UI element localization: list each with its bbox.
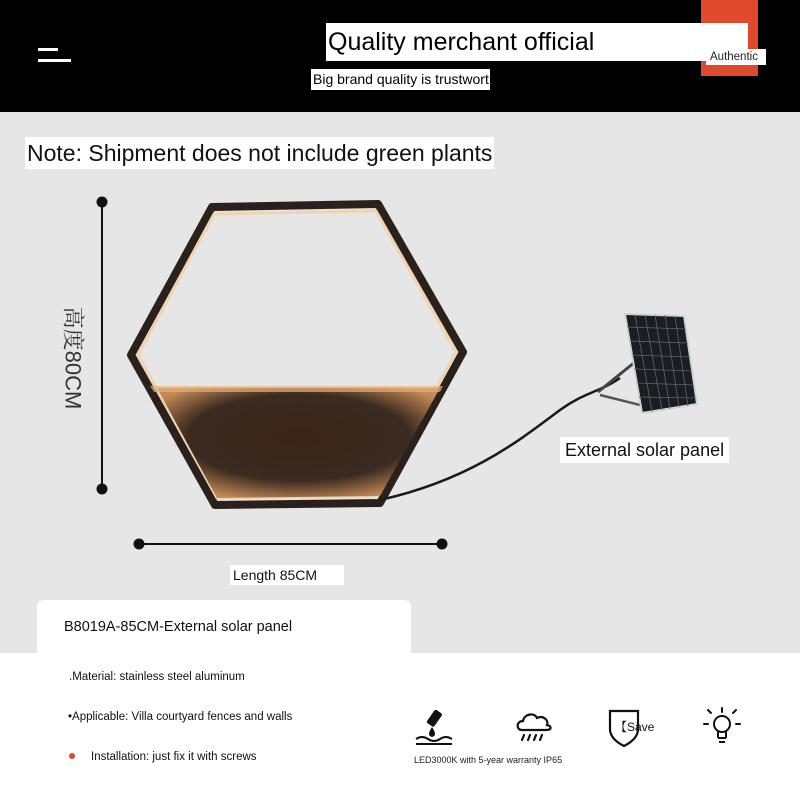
solar-panel-image <box>598 314 697 413</box>
solar-panel-label: External solar panel <box>560 437 729 463</box>
model-name: B8019A-85CM-External solar panel <box>64 619 293 635</box>
height-dimension-line <box>97 197 108 495</box>
page-subtitle: Big brand quality is trustwort <box>311 69 490 90</box>
spec-installation: Installation: just fix it with screws <box>91 751 257 763</box>
led-caption: LED3000K with 5-year warranty IP65 <box>414 755 563 765</box>
waterproof-icon <box>412 705 456 749</box>
light-bulb-icon <box>700 704 744 748</box>
spec-material: .Material: stainless steel aluminum <box>69 671 245 683</box>
page-title: Quality merchant official <box>326 23 748 61</box>
bullet-dot <box>69 753 75 759</box>
shipment-note: Note: Shipment does not include green plants <box>25 137 494 169</box>
height-label: 高度80CM <box>60 306 86 410</box>
menu-icon[interactable] <box>38 48 72 68</box>
save-label: 【Save <box>615 720 655 734</box>
spec-applicable: •Applicable: Villa courtyard fences and walls <box>68 711 293 723</box>
hexagon-wall-light <box>131 204 463 505</box>
authentic-tab-label: Authentic <box>706 49 766 65</box>
rain-cloud-icon <box>512 706 556 750</box>
length-dimension-line <box>134 539 448 550</box>
length-label: Length 85CM <box>230 565 344 585</box>
model-card <box>37 600 411 670</box>
